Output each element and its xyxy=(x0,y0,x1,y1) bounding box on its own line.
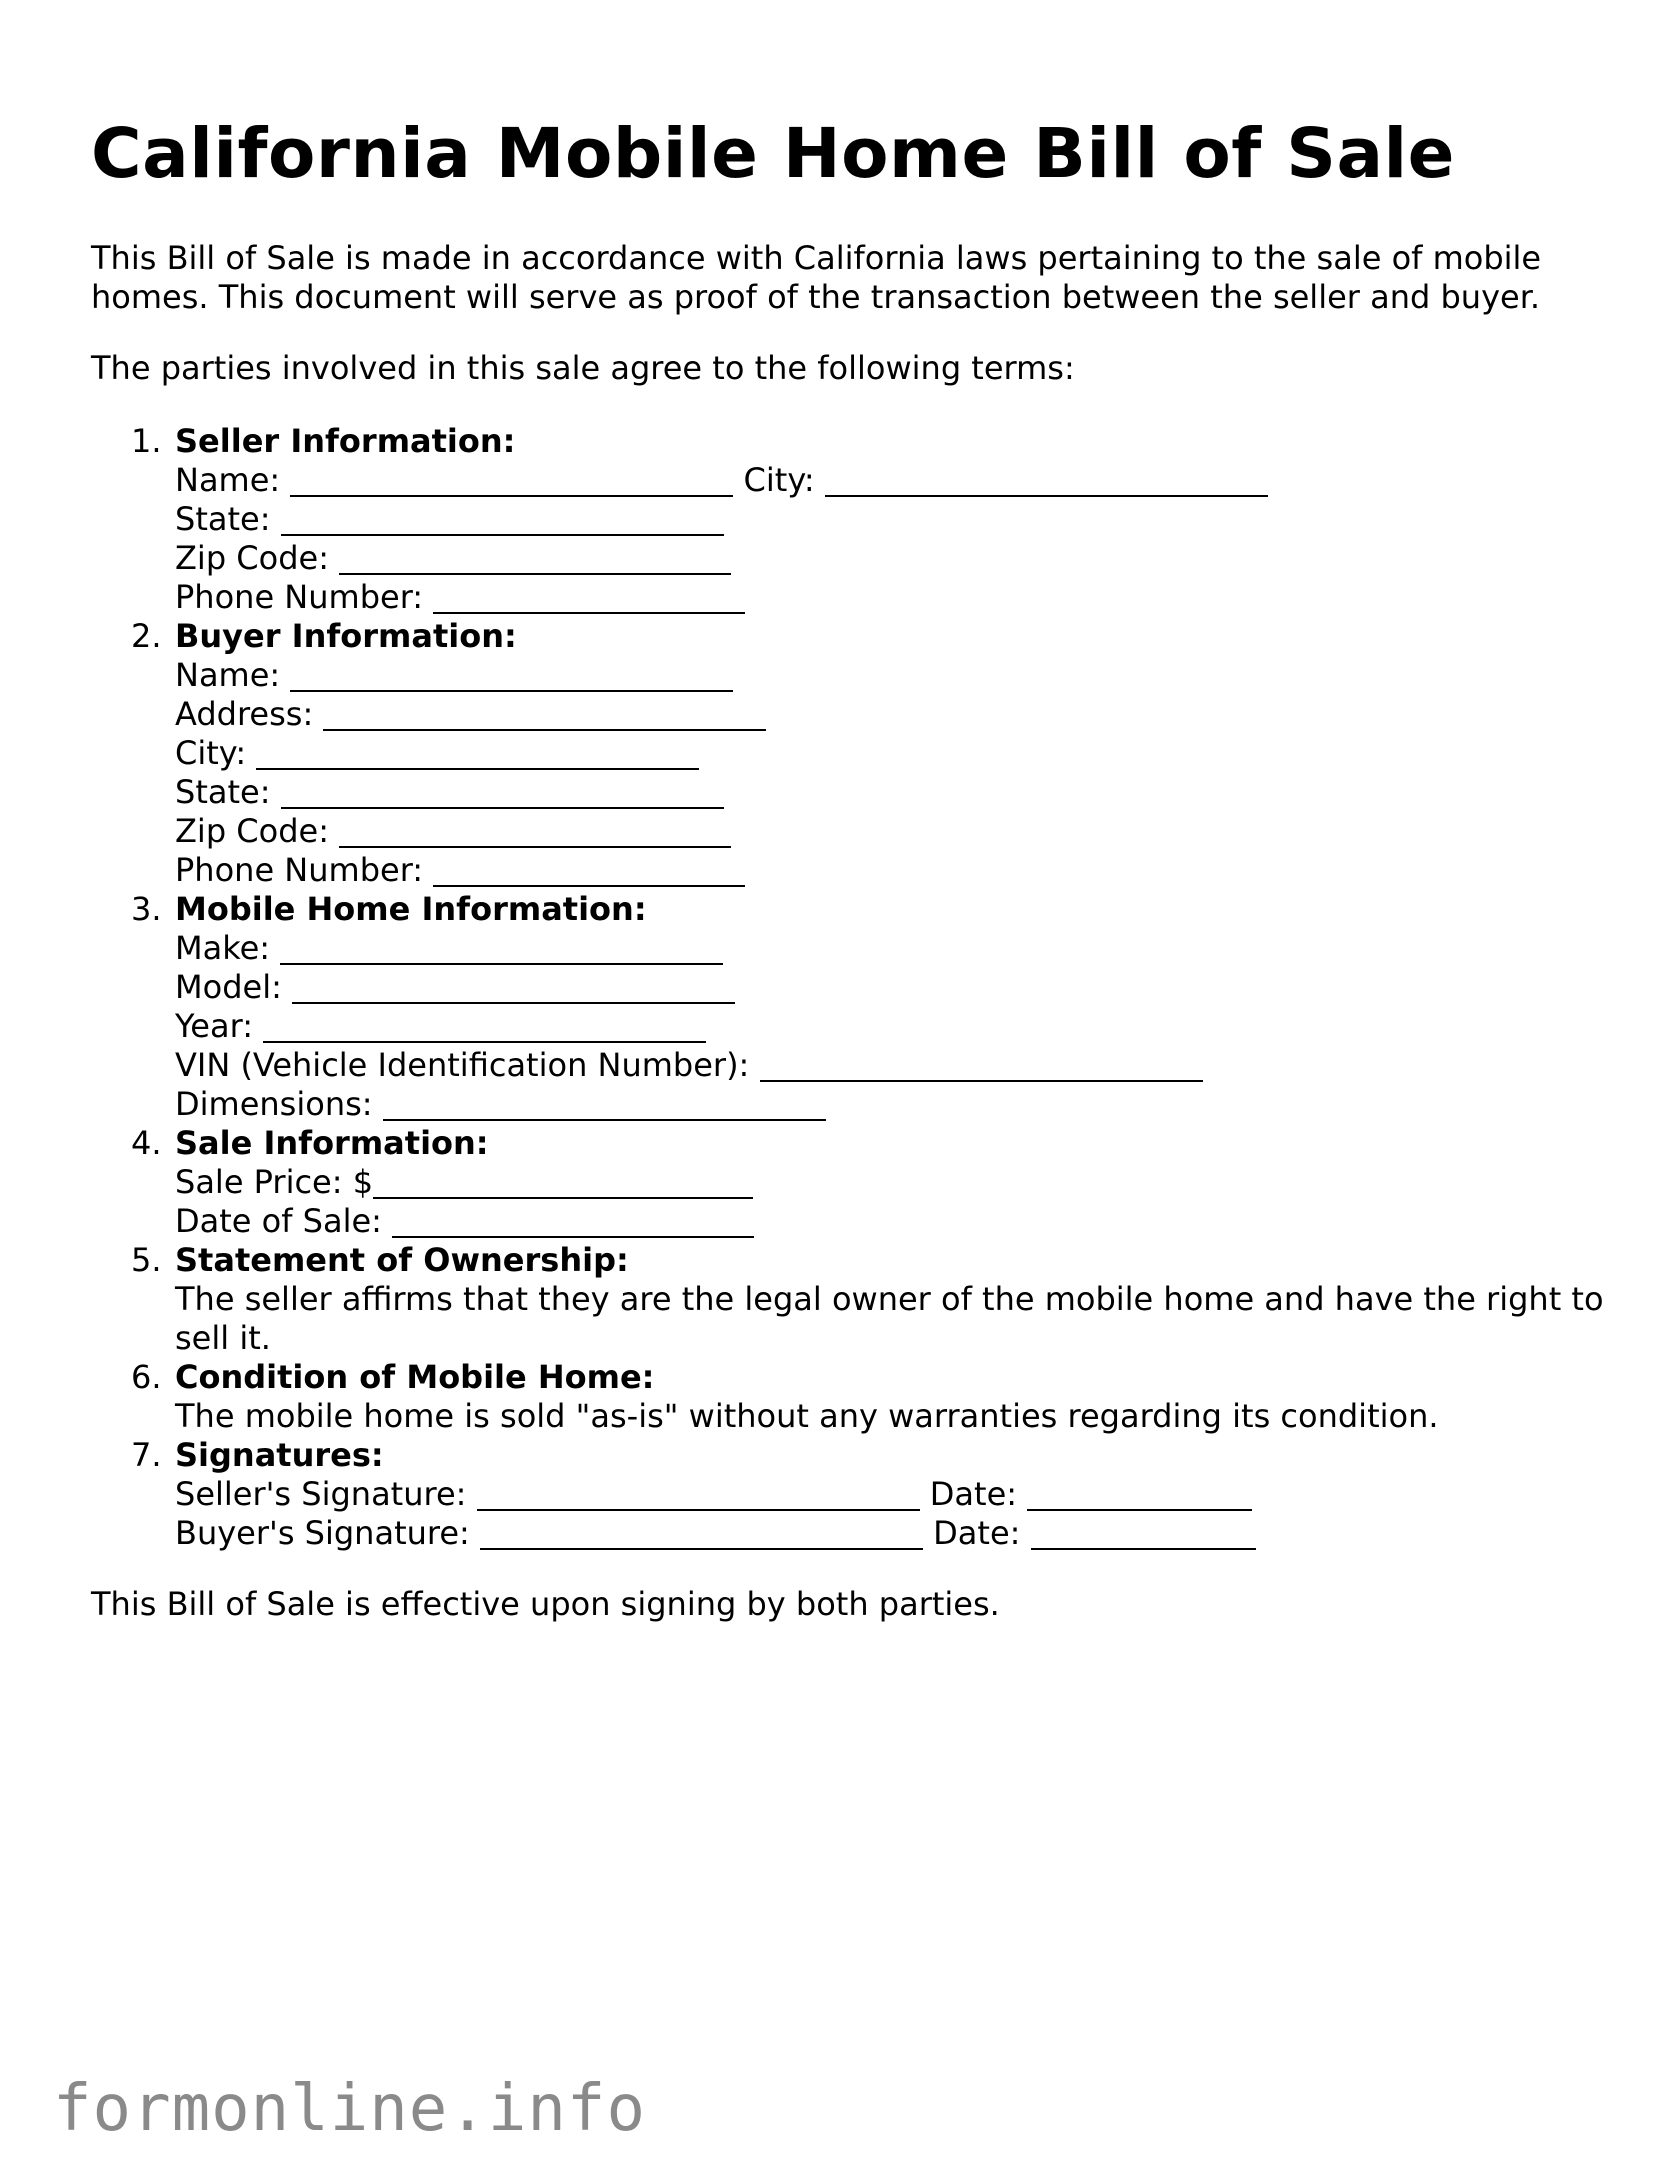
seller-state-field[interactable] xyxy=(281,504,724,536)
section-number: 7. xyxy=(131,1436,162,1474)
section-number: 1. xyxy=(131,422,162,460)
seller-name-label: Name: xyxy=(175,461,281,499)
seller-name-field[interactable] xyxy=(290,465,733,497)
model-field[interactable] xyxy=(292,972,735,1004)
seller-signature-label: Seller's Signature: xyxy=(175,1475,467,1513)
sale-price-field[interactable] xyxy=(373,1167,753,1199)
section-number: 2. xyxy=(131,617,162,655)
section-buyer-information xyxy=(91,617,1611,890)
buyer-state-label: State: xyxy=(175,773,271,811)
seller-zip-label: Zip Code: xyxy=(175,539,329,577)
buyer-zip-field[interactable] xyxy=(339,816,731,848)
buyer-phone-label: Phone Number: xyxy=(175,851,424,889)
seller-phone-row xyxy=(175,578,1611,617)
section-number: 6. xyxy=(131,1358,162,1396)
buyer-city-row xyxy=(175,734,1611,773)
section-number: 3. xyxy=(131,890,162,928)
sale-date-row xyxy=(175,1202,1611,1241)
condition-statement: The mobile home is sold "as-is" without any warranties regarding its condition. xyxy=(175,1397,1439,1435)
dimensions-label: Dimensions: xyxy=(175,1085,373,1123)
buyer-zip-label: Zip Code: xyxy=(175,812,329,850)
buyer-name-row xyxy=(175,656,1611,695)
seller-zip-field[interactable] xyxy=(339,543,731,575)
sale-price-row xyxy=(175,1163,1611,1202)
watermark: formonline.info xyxy=(53,2072,646,2146)
section-title: Condition of Mobile Home: xyxy=(175,1358,655,1396)
buyer-signature-field[interactable] xyxy=(480,1518,923,1550)
section-title: Sale Information: xyxy=(175,1124,489,1162)
dimensions-row xyxy=(175,1085,1611,1124)
buyer-signature-row xyxy=(175,1514,1611,1553)
section-mobile-home-information xyxy=(91,890,1611,1124)
buyer-zip-row xyxy=(175,812,1611,851)
year-row xyxy=(175,1007,1611,1046)
seller-date-field[interactable] xyxy=(1027,1479,1252,1511)
dimensions-field[interactable] xyxy=(383,1089,826,1121)
closing-statement: This Bill of Sale is effective upon signing by both parties. xyxy=(91,1585,1000,1623)
buyer-signature-label: Buyer's Signature: xyxy=(175,1514,470,1552)
model-row xyxy=(175,968,1611,1007)
buyer-phone-field[interactable] xyxy=(433,855,745,887)
seller-name-row xyxy=(175,461,1611,500)
buyer-name-label: Name: xyxy=(175,656,281,694)
seller-signature-field[interactable] xyxy=(477,1479,920,1511)
section-condition xyxy=(91,1358,1611,1436)
make-row xyxy=(175,929,1611,968)
section-sale-information xyxy=(91,1124,1611,1241)
make-field[interactable] xyxy=(280,933,723,965)
seller-state-label: State: xyxy=(175,500,271,538)
vin-label: VIN (Vehicle Identification Number): xyxy=(175,1046,750,1084)
section-statement-of-ownership xyxy=(91,1241,1611,1358)
model-label: Model: xyxy=(175,968,282,1006)
buyer-city-field[interactable] xyxy=(256,738,699,770)
seller-phone-field[interactable] xyxy=(433,582,745,614)
buyer-date-field[interactable] xyxy=(1031,1518,1256,1550)
terms-list xyxy=(91,422,1611,1553)
section-number: 5. xyxy=(131,1241,162,1279)
make-label: Make: xyxy=(175,929,271,967)
sale-price-label: Sale Price: $ xyxy=(175,1163,374,1201)
document-title: California Mobile Home Bill of Sale xyxy=(91,114,1455,194)
seller-phone-label: Phone Number: xyxy=(175,578,424,616)
seller-state-row xyxy=(175,500,1611,539)
buyer-state-field[interactable] xyxy=(281,777,724,809)
buyer-phone-row xyxy=(175,851,1611,890)
buyer-address-label: Address: xyxy=(175,695,314,733)
sale-date-label: Date of Sale: xyxy=(175,1202,382,1240)
buyer-name-field[interactable] xyxy=(290,660,733,692)
intro-paragraph: This Bill of Sale is made in accordance with California laws pertaining to the sale of mobile homes. This document will serve as proof of the transaction between the seller and buyer. xyxy=(91,239,1542,316)
buyer-address-row xyxy=(175,695,1611,734)
section-title: Mobile Home Information: xyxy=(175,890,647,928)
section-title: Buyer Information: xyxy=(175,617,517,655)
sale-date-field[interactable] xyxy=(392,1206,754,1238)
section-number: 4. xyxy=(131,1124,162,1162)
terms-intro: The parties involved in this sale agree to the following terms: xyxy=(91,349,1075,387)
section-title: Statement of Ownership: xyxy=(175,1241,629,1279)
buyer-city-label: City: xyxy=(175,734,247,772)
seller-signature-row xyxy=(175,1475,1611,1514)
year-field[interactable] xyxy=(263,1011,706,1043)
vin-row xyxy=(175,1046,1611,1085)
section-seller-information xyxy=(91,422,1611,617)
vin-field[interactable] xyxy=(760,1050,1203,1082)
seller-date-label: Date: xyxy=(929,1475,1018,1513)
ownership-statement: The seller affirms that they are the legal owner of the mobile home and have the right to sell it. xyxy=(175,1280,1604,1357)
document-page xyxy=(91,108,1611,1624)
buyer-state-row xyxy=(175,773,1611,812)
section-signatures xyxy=(91,1436,1611,1553)
year-label: Year: xyxy=(175,1007,253,1045)
section-title: Seller Information: xyxy=(175,422,516,460)
buyer-date-label: Date: xyxy=(933,1514,1021,1552)
section-title: Signatures: xyxy=(175,1436,384,1474)
seller-city-label: City: xyxy=(743,461,815,499)
buyer-address-field[interactable] xyxy=(323,699,766,731)
seller-city-field[interactable] xyxy=(825,465,1268,497)
seller-zip-row xyxy=(175,539,1611,578)
